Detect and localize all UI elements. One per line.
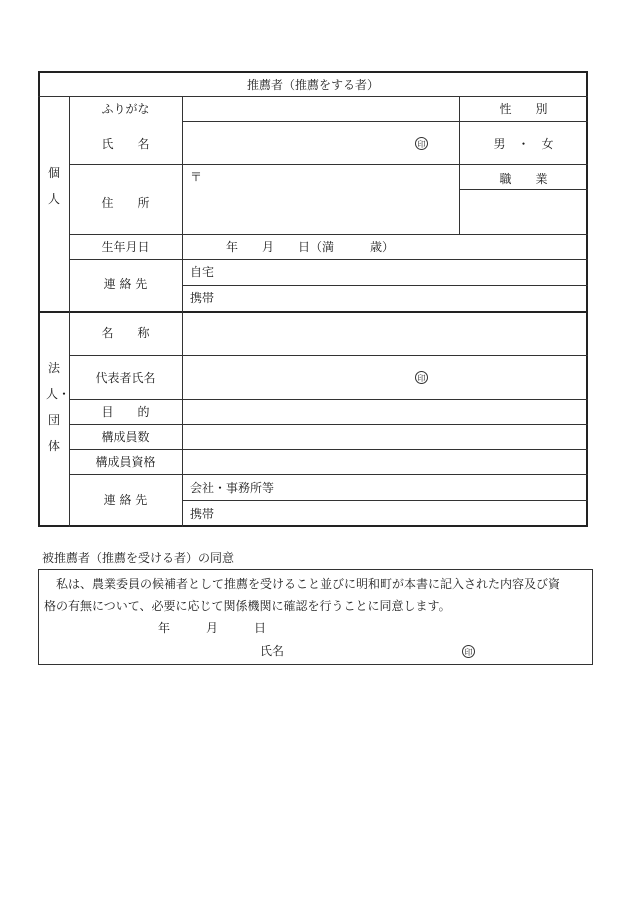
divider [69,234,588,235]
address-field[interactable] [183,165,459,234]
member-count-field[interactable] [183,425,587,449]
consent-text-line2: 格の有無について、必要に応じて関係機関に確認を行うことに同意します。 [44,599,451,613]
member-qualification-label: 構成員資格 [95,455,156,469]
corp-name-label: 名 称 [101,326,150,340]
gender-options[interactable]: 男 ・ 女 [493,137,554,151]
furigana-label: ふりがな [101,102,150,116]
corp-name-field[interactable] [183,313,587,354]
member-count-label: 構成員数 [101,430,150,444]
consent-heading: 被推薦者（推薦を受ける者）の同意 [42,551,235,565]
consent-text-line1: 私は、農業委員の候補者として推薦を受けること並びに明和町が本書に記入された内容及び資 [44,577,561,591]
purpose-label: 目 的 [101,405,150,419]
corp-mobile-label: 携帯 [190,507,215,521]
representative-field[interactable] [183,356,587,398]
occupation-field[interactable] [460,190,587,234]
address-label: 住 所 [101,196,150,210]
seal-icon: 印 [462,645,475,658]
birth-label: 生年月日 [101,240,150,254]
furigana-field[interactable] [183,97,459,121]
seal-icon: 印 [415,371,428,384]
home-phone-field[interactable] [220,260,587,284]
birth-date-field[interactable]: 年 月 日（満 歳） [226,240,395,254]
mobile-label: 携帯 [190,291,215,305]
section-label-individual: 個人 [47,166,60,206]
office-phone-field[interactable] [280,475,587,499]
consent-date-field[interactable]: 年 月 日 [158,621,267,635]
section-label-corporation: 法人・団体 [46,361,71,453]
member-qualification-field[interactable] [183,450,587,474]
contact-label: 連 絡 先 [103,277,148,291]
purpose-field[interactable] [183,400,587,424]
corp-contact-label: 連 絡 先 [103,493,148,507]
postal-mark: 〒 [190,170,203,184]
representative-label: 代表者氏名 [95,371,156,385]
consent-name-field[interactable] [290,640,460,660]
occupation-label: 職 業 [499,172,548,186]
seal-icon: 印 [415,137,428,150]
mobile-phone-field[interactable] [220,286,587,310]
name-label: 氏 名 [101,137,150,151]
consent-name-label: 氏名 [260,644,285,658]
home-label: 自宅 [190,265,215,279]
office-label: 会社・事務所等 [190,481,275,495]
corp-mobile-field[interactable] [220,501,587,525]
gender-label: 性 別 [499,102,548,116]
form-title: 推薦者（推薦をする者） [246,78,379,92]
